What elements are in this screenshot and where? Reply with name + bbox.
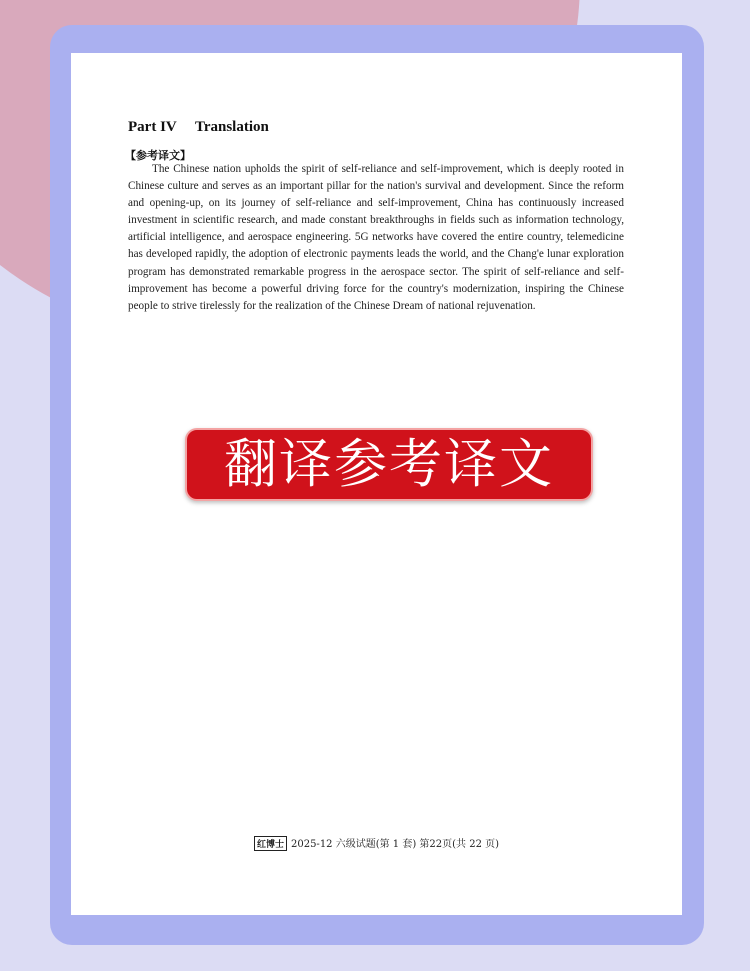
banner-title: 翻译参考译文 <box>224 434 554 495</box>
banner <box>185 428 593 501</box>
document-page <box>71 53 682 915</box>
translation-body: The Chinese nation upholds the spirit of self-reliance and self-improvement, which is deeply rooted in Chinese culture and serves as an important pillar for the nation's survival and development. Since the reform and opening-up, on its journey of self-reliance and self-improvement, China has continuously increased investment in scientific research, and made constant breakthroughs in fields such as information technology, artificial intelligence, and aerospace engineering. 5G networks have covered the entire country, telemedicine has developed rapidly, the adoption of electronic payments leads the world, and the Chang'e lunar exploration program has demonstrated remarkable progress in the aerospace sector. The spirit of self-reliance and self-improvement has become a powerful driving force for the country's modernization, inspiring the Chinese people to strive tirelessly for the realization of the Chinese Dream of national rejuvenation. <box>128 163 624 312</box>
reference-label: 【参考译文】 <box>125 149 191 162</box>
page-footer <box>71 835 682 851</box>
section-heading: Part IV Translation <box>128 119 269 135</box>
publisher-logo: 红博士 <box>254 836 287 851</box>
footer-text: 2025-12 六级试题(第 1 套) 第22页(共 22 页) <box>290 839 500 850</box>
